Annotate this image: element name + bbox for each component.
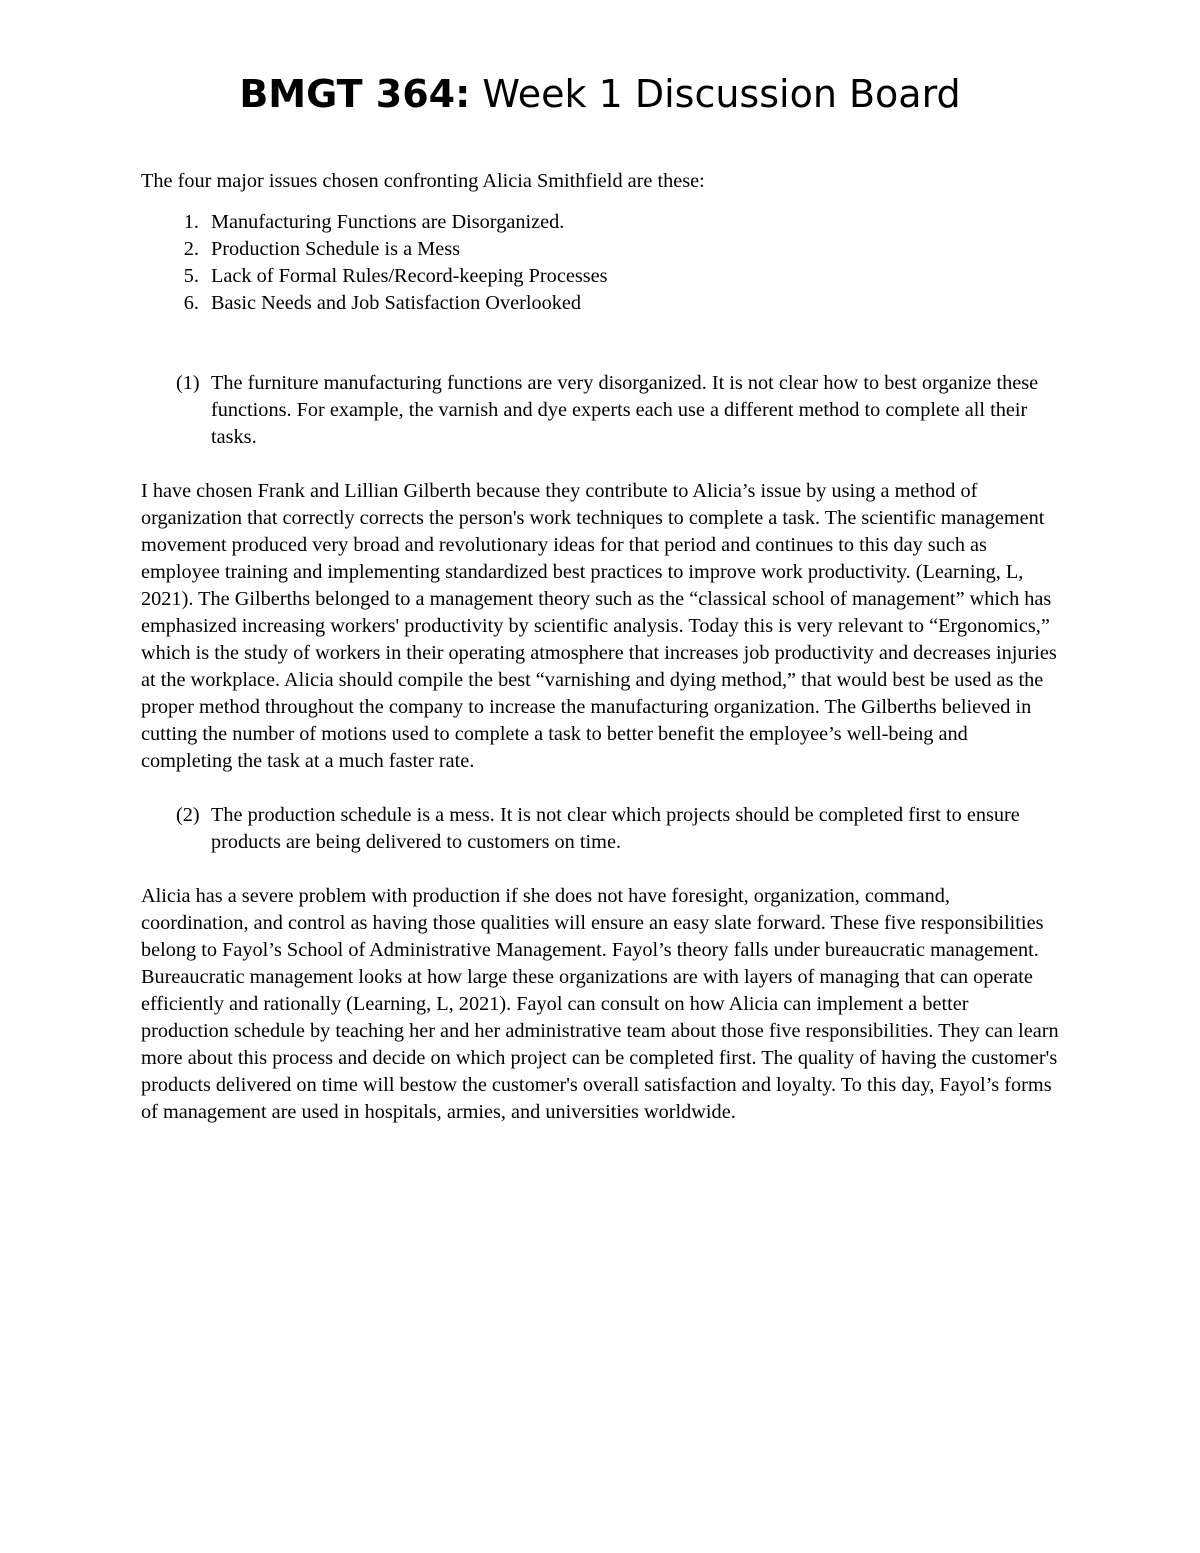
section-text: The furniture manufacturing functions are very disorganized. It is not clear how to best organize these functions. For example, the varnish and dye experts each use a different method to complete all their tasks. [211, 372, 1039, 448]
document-body [141, 168, 1061, 1126]
list-text: Production Schedule is a Mess [211, 238, 460, 260]
fayol-paragraph: Alicia has a severe problem with production if she does not have foresight, organization, command, coordination, and control as having those qualities will ensure an easy slate forward. These five responsibilities belong to Fayol’s School of Administrative Management. Fayol’s theory falls under bureaucratic management. Bureaucratic management looks at how large these organizations are with layers of managing that can operate efficiently and rationally (Learning, L, 2021). Fayol can consult on how Alicia can implement a better production schedule by teaching her and her administrative team about those five responsibilities. They can learn more about this process and decide on which project can be completed first. The quality of having the customer's products delivered on time will bestow the customer's overall satisfaction and loyalty. To this day, Fayol’s forms of management are used in hospitals, armies, and universities worldwide. [141, 885, 1059, 1123]
section-marker: (2) [176, 804, 200, 826]
section-text: The production schedule is a mess. It is not clear which projects should be completed first to ensure products are being delivered to customers on time. [211, 804, 1020, 853]
list-item [141, 209, 1061, 236]
page-title [0, 70, 1200, 118]
issues-list [141, 209, 1061, 317]
list-number: 5. [183, 265, 199, 287]
list-number: 6. [183, 292, 199, 314]
gilberth-paragraph: I have chosen Frank and Lillian Gilberth because they contribute to Alicia’s issue by using a method of organization that correctly corrects the person's work techniques to complete a task. The scientific management movement produced very broad and revolutionary ideas for that period and continues to this day such as employee training and implementing standardized best practices to improve work productivity. (Learning, L, 2021). The Gilberths belonged to a management theory such as the “classical school of management” which has emphasized increasing workers' productivity by scientific analysis. Today this is very relevant to “Ergonomics,” which is the study of workers in their operating atmosphere that increases job productivity and decreases injuries at the workplace. Alicia should compile the best “varnishing and dying method,” that would best be used as the proper method throughout the company to increase the manufacturing organization. The Gilberths believed in cutting the number of motions used to complete a task to better benefit the employee’s well-being and completing the task at a much faster rate. [141, 480, 1057, 772]
section-marker: (1) [176, 372, 200, 394]
title-text: Week 1 Discussion Board [470, 72, 961, 116]
list-item [141, 290, 1061, 317]
list-text: Manufacturing Functions are Disorganized. [211, 211, 565, 233]
list-text: Basic Needs and Job Satisfaction Overlooked [211, 292, 582, 314]
intro-paragraph: The four major issues chosen confronting Alicia Smithfield are these: [141, 170, 705, 192]
section-1-heading [141, 370, 1061, 451]
list-item [141, 263, 1061, 290]
list-number: 1. [183, 211, 199, 233]
list-item [141, 236, 1061, 263]
list-text: Lack of Formal Rules/Record-keeping Processes [211, 265, 608, 287]
course-code: BMGT 364: [239, 72, 471, 116]
list-number: 2. [183, 238, 199, 260]
section-2-heading [141, 802, 1061, 856]
